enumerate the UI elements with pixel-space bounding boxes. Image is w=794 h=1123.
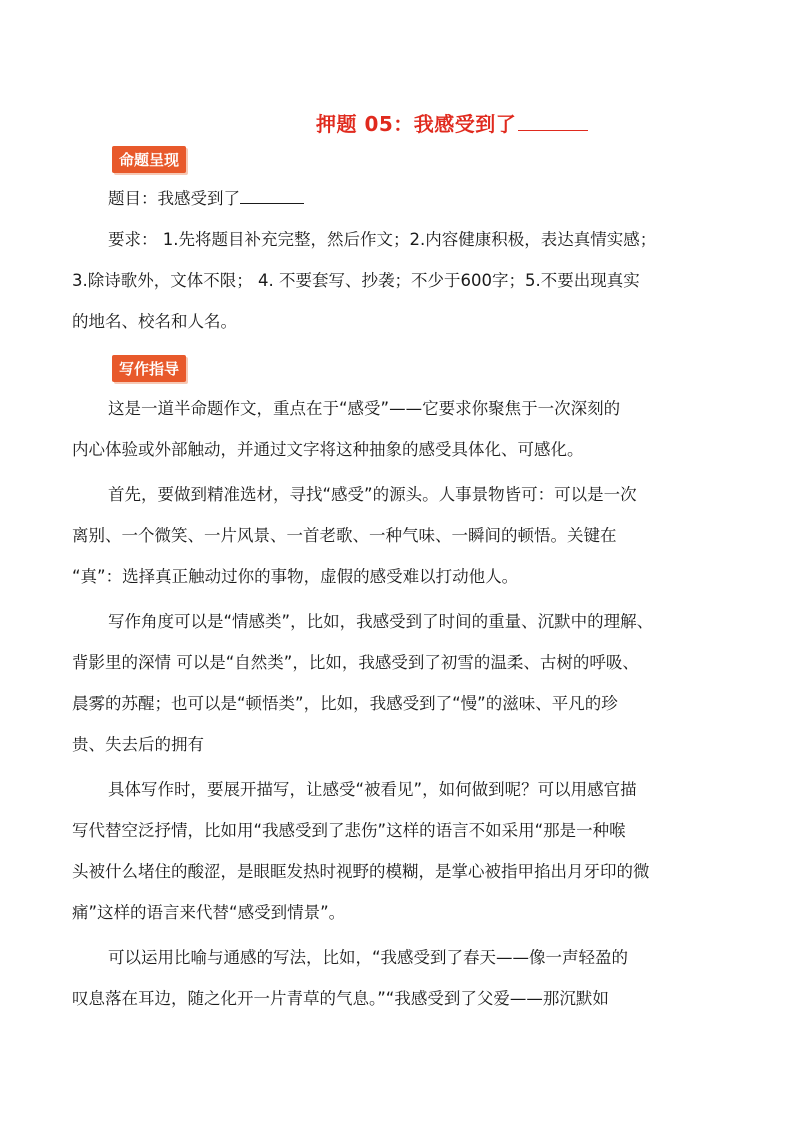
title-text: 押题 05：我感受到了: [316, 112, 517, 136]
paragraph-line: 写作角度可以是“情感类”，比如，我感受到了时间的重量、沉默中的理解、: [108, 612, 654, 631]
paragraph-line: 晨雾的苏醒；也可以是“顿悟类”，比如，我感受到了“慢”的滋味、平凡的珍: [72, 694, 618, 713]
paragraph-line: 具体写作时，要展开描写，让感受“被看见”，如何做到呢？可以用感官描: [108, 780, 637, 799]
paragraph-line: 离别、一个微笑、一片风景、一首老歌、一种气味、一瞬间的顿悟。关键在: [72, 526, 617, 545]
paragraph-line: “真”：选择真正触动过你的事物，虚假的感受难以打动他人。: [72, 567, 519, 586]
prompt-block: [72, 178, 737, 342]
requirement-line: 要求： 1.先将题目补充完整，然后作文；2.内容健康积极，表达真情实感；: [108, 230, 657, 249]
paragraph-line: 背影里的深情 可以是“自然类”，比如，我感受到了初雪的温柔、古树的呼吸、: [72, 653, 639, 672]
requirement-line: 的地名、校名和人名。: [72, 312, 237, 331]
paragraph-line: 内心体验或外部触动，并通过文字将这种抽象的感受具体化、可感化。: [72, 440, 584, 459]
section-tag-prompt: 命题呈现: [112, 146, 186, 173]
title-blank-line: [518, 128, 588, 131]
paragraph-line: 痛”这样的语言来代替“感受到情景”。: [72, 903, 346, 922]
paragraph-line: 可以运用比喻与通感的写法，比如，“我感受到了春天——像一声轻盈的: [108, 948, 629, 967]
guide-block: [72, 388, 737, 1019]
paragraph-line: 贵、失去后的拥有: [72, 735, 204, 754]
paragraph-line: 首先，要做到精准选材，寻找“感受”的源头。人事景物皆可：可以是一次: [108, 485, 637, 504]
topic-line: [72, 178, 737, 219]
paragraph-line: 叹息落在耳边，随之化开一片青草的气息。”“我感受到了父爱——那沉默如: [72, 989, 609, 1008]
paragraph-line: 这是一道半命题作文，重点在于“感受”——它要求你聚焦于一次深刻的: [108, 399, 621, 418]
topic-blank-line: [240, 202, 304, 204]
topic-text: 题目：我感受到了: [108, 189, 240, 208]
paragraph-line: 写代替空泛抒情，比如用“我感受到了悲伤”这样的语言不如采用“那是一种喉: [72, 821, 626, 840]
page-title: [316, 108, 588, 137]
paragraph-line: 头被什么堵住的酸涩，是眼眶发热时视野的模糊，是掌心被指甲掐出月牙印的微: [72, 862, 650, 881]
requirement-line: 3.除诗歌外，文体不限； 4. 不要套写、抄袭；不少于600字；5.不要出现真实: [72, 271, 640, 290]
section-tag-guide: 写作指导: [112, 355, 186, 382]
